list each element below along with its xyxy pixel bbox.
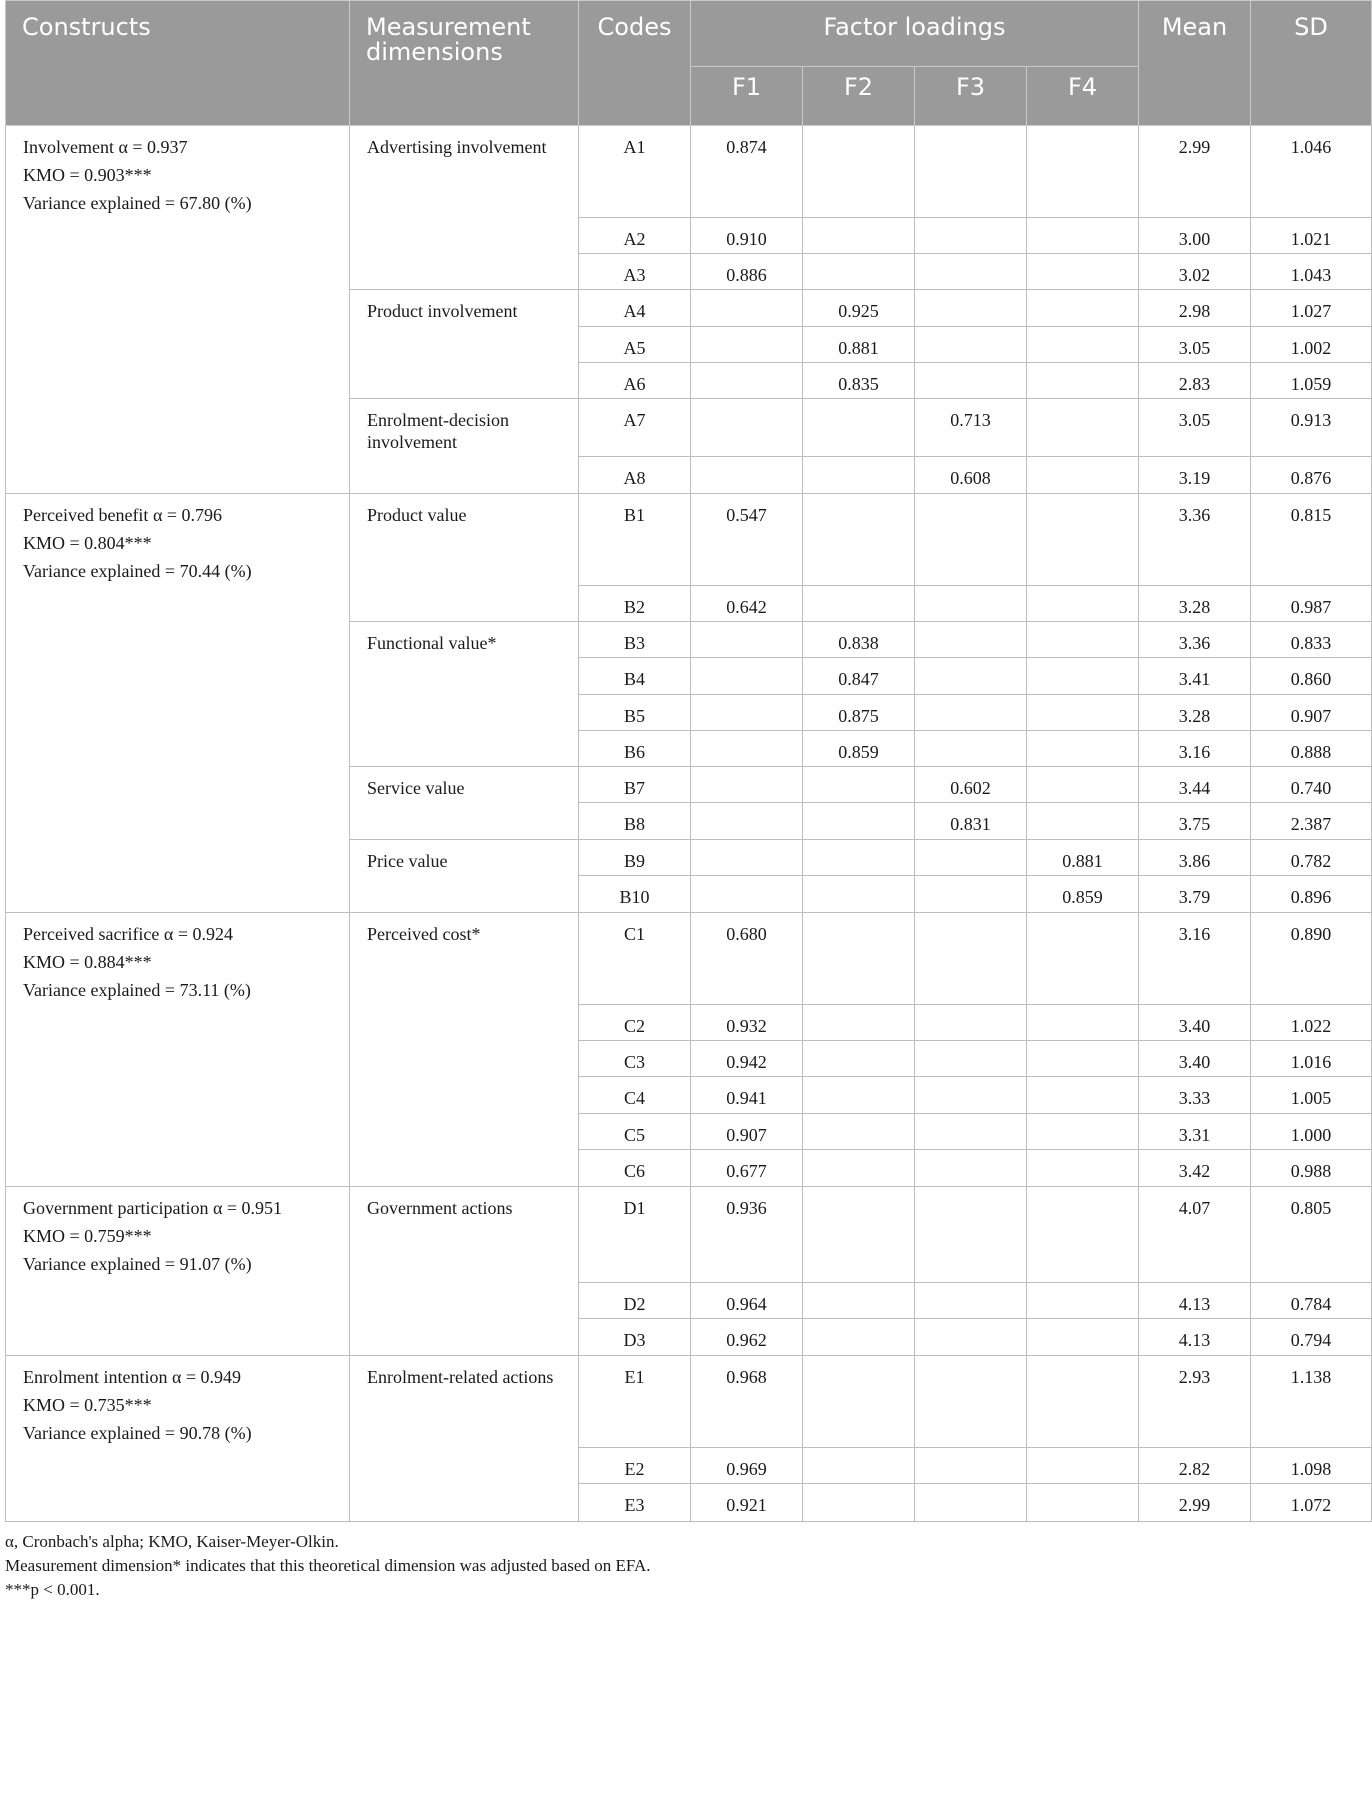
f3-cell: [915, 731, 1027, 767]
code-cell: A1: [579, 126, 691, 218]
construct-line: Variance explained = 91.07 (%): [23, 1254, 252, 1274]
mean-cell: 3.44: [1139, 767, 1251, 803]
f2-cell: 0.881: [803, 327, 915, 363]
code-cell: D3: [579, 1319, 691, 1356]
construct-line: Perceived sacrifice α = 0.924: [23, 924, 233, 944]
f3-cell: 0.713: [915, 399, 1027, 457]
header-f4: F4: [1027, 67, 1139, 126]
mean-cell: 3.41: [1139, 658, 1251, 695]
f3-cell: [915, 1356, 1027, 1448]
f3-cell: [915, 494, 1027, 586]
code-cell: A5: [579, 327, 691, 363]
code-cell: A2: [579, 218, 691, 254]
code-cell: C5: [579, 1114, 691, 1150]
f3-cell: [915, 290, 1027, 327]
f1-cell: [691, 658, 803, 695]
f2-cell: [803, 494, 915, 586]
header-factor-loadings: Factor loadings: [691, 1, 1139, 67]
f4-cell: [1027, 1448, 1139, 1484]
header-measurement-dimensions: Measurement dimensions: [350, 1, 579, 126]
f4-cell: [1027, 290, 1139, 327]
table-notes: [5, 1522, 1369, 1602]
code-cell: B5: [579, 695, 691, 731]
f3-cell: [915, 126, 1027, 218]
construct-line: KMO = 0.759***: [23, 1226, 152, 1246]
f1-cell: [691, 876, 803, 913]
f2-cell: [803, 913, 915, 1005]
f2-cell: 0.838: [803, 622, 915, 658]
construct-cell: [6, 913, 350, 1187]
mean-cell: 2.93: [1139, 1356, 1251, 1448]
code-cell: C6: [579, 1150, 691, 1187]
f2-cell: [803, 586, 915, 622]
f2-cell: [803, 876, 915, 913]
code-cell: A8: [579, 457, 691, 494]
f3-cell: [915, 218, 1027, 254]
f4-cell: [1027, 767, 1139, 803]
f3-cell: [915, 1484, 1027, 1522]
table-row: [6, 1356, 1372, 1448]
f1-cell: 0.969: [691, 1448, 803, 1484]
f4-cell: 0.881: [1027, 840, 1139, 876]
sd-cell: 0.987: [1251, 586, 1372, 622]
f1-cell: [691, 840, 803, 876]
sd-cell: 1.138: [1251, 1356, 1372, 1448]
code-cell: E1: [579, 1356, 691, 1448]
sd-cell: 1.098: [1251, 1448, 1372, 1484]
f1-cell: 0.677: [691, 1150, 803, 1187]
mean-cell: 3.19: [1139, 457, 1251, 494]
f3-cell: [915, 840, 1027, 876]
f2-cell: [803, 1283, 915, 1319]
f1-cell: 0.642: [691, 586, 803, 622]
f1-cell: 0.941: [691, 1077, 803, 1114]
sd-cell: 1.016: [1251, 1041, 1372, 1077]
sd-cell: 0.890: [1251, 913, 1372, 1005]
f1-cell: [691, 731, 803, 767]
f4-cell: [1027, 327, 1139, 363]
header-f2: F2: [803, 67, 915, 126]
f4-cell: [1027, 803, 1139, 840]
code-cell: A4: [579, 290, 691, 327]
sd-cell: 0.815: [1251, 494, 1372, 586]
code-cell: A3: [579, 254, 691, 290]
f4-cell: 0.859: [1027, 876, 1139, 913]
f1-cell: [691, 767, 803, 803]
sd-cell: 1.027: [1251, 290, 1372, 327]
f4-cell: [1027, 494, 1139, 586]
f2-cell: [803, 1114, 915, 1150]
f2-cell: [803, 1150, 915, 1187]
f3-cell: [915, 1041, 1027, 1077]
sd-cell: 0.740: [1251, 767, 1372, 803]
sd-cell: 0.782: [1251, 840, 1372, 876]
construct-line: Variance explained = 73.11 (%): [23, 980, 251, 1000]
construct-line: KMO = 0.903***: [23, 165, 152, 185]
f1-cell: [691, 457, 803, 494]
construct-cell: [6, 494, 350, 913]
sd-cell: 1.021: [1251, 218, 1372, 254]
f1-cell: 0.968: [691, 1356, 803, 1448]
construct-cell: [6, 1356, 350, 1522]
construct-cell: [6, 1187, 350, 1356]
f2-cell: [803, 1448, 915, 1484]
mean-cell: 2.82: [1139, 1448, 1251, 1484]
f1-cell: 0.874: [691, 126, 803, 218]
f1-cell: 0.932: [691, 1005, 803, 1041]
note-abbreviations: α, Cronbach's alpha; KMO, Kaiser-Meyer-Olkin.: [5, 1532, 339, 1551]
code-cell: B8: [579, 803, 691, 840]
f1-cell: [691, 290, 803, 327]
construct-line: KMO = 0.884***: [23, 952, 152, 972]
code-cell: A6: [579, 363, 691, 399]
f4-cell: [1027, 695, 1139, 731]
f2-cell: [803, 840, 915, 876]
construct-line: Variance explained = 67.80 (%): [23, 193, 252, 213]
dimension-cell: Product involvement: [350, 290, 579, 399]
efa-results-table: [5, 0, 1372, 1522]
sd-cell: 0.860: [1251, 658, 1372, 695]
mean-cell: 3.05: [1139, 399, 1251, 457]
sd-cell: 1.059: [1251, 363, 1372, 399]
header-f1: F1: [691, 67, 803, 126]
f1-cell: [691, 363, 803, 399]
f1-cell: [691, 803, 803, 840]
mean-cell: 2.98: [1139, 290, 1251, 327]
mean-cell: 4.07: [1139, 1187, 1251, 1283]
mean-cell: 2.99: [1139, 126, 1251, 218]
mean-cell: 2.83: [1139, 363, 1251, 399]
f2-cell: [803, 1319, 915, 1356]
mean-cell: 3.16: [1139, 731, 1251, 767]
f2-cell: 0.835: [803, 363, 915, 399]
sd-cell: 0.907: [1251, 695, 1372, 731]
sd-cell: 1.002: [1251, 327, 1372, 363]
f1-cell: 0.680: [691, 913, 803, 1005]
f2-cell: [803, 218, 915, 254]
f1-cell: 0.921: [691, 1484, 803, 1522]
sd-cell: 0.896: [1251, 876, 1372, 913]
table-body: [6, 126, 1372, 1522]
mean-cell: 3.02: [1139, 254, 1251, 290]
f2-cell: [803, 767, 915, 803]
mean-cell: 3.05: [1139, 327, 1251, 363]
f4-cell: [1027, 1041, 1139, 1077]
sd-cell: 1.072: [1251, 1484, 1372, 1522]
mean-cell: 3.16: [1139, 913, 1251, 1005]
header-sd: SD: [1251, 1, 1372, 126]
dimension-cell: Advertising involvement: [350, 126, 579, 290]
code-cell: B10: [579, 876, 691, 913]
sd-cell: 0.888: [1251, 731, 1372, 767]
f2-cell: [803, 1005, 915, 1041]
f4-cell: [1027, 1114, 1139, 1150]
construct-line: Variance explained = 90.78 (%): [23, 1423, 252, 1443]
header-f3: F3: [915, 67, 1027, 126]
sd-cell: 0.833: [1251, 622, 1372, 658]
table-row: [6, 1187, 1372, 1283]
f4-cell: [1027, 1005, 1139, 1041]
f3-cell: [915, 1114, 1027, 1150]
f1-cell: 0.910: [691, 218, 803, 254]
sd-cell: 0.784: [1251, 1283, 1372, 1319]
f4-cell: [1027, 622, 1139, 658]
code-cell: D1: [579, 1187, 691, 1283]
f1-cell: 0.942: [691, 1041, 803, 1077]
dimension-cell: Enrolment-related actions: [350, 1356, 579, 1522]
f1-cell: [691, 399, 803, 457]
sd-cell: 0.913: [1251, 399, 1372, 457]
f2-cell: 0.859: [803, 731, 915, 767]
f4-cell: [1027, 658, 1139, 695]
f2-cell: 0.847: [803, 658, 915, 695]
sd-cell: 0.988: [1251, 1150, 1372, 1187]
note-significance: ***p < 0.001.: [5, 1580, 100, 1599]
construct-line: Perceived benefit α = 0.796: [23, 505, 223, 525]
dimension-cell: Price value: [350, 840, 579, 913]
code-cell: E2: [579, 1448, 691, 1484]
construct-line: Government participation α = 0.951: [23, 1198, 283, 1218]
table-row: [6, 494, 1372, 586]
f3-cell: 0.602: [915, 767, 1027, 803]
f2-cell: [803, 803, 915, 840]
dimension-cell: Enrolment-decision involvement: [350, 399, 579, 494]
header-codes: Codes: [579, 1, 691, 126]
sd-cell: 0.876: [1251, 457, 1372, 494]
code-cell: C4: [579, 1077, 691, 1114]
f3-cell: [915, 1005, 1027, 1041]
f1-cell: 0.964: [691, 1283, 803, 1319]
header-mean: Mean: [1139, 1, 1251, 126]
f1-cell: 0.886: [691, 254, 803, 290]
construct-line: KMO = 0.804***: [23, 533, 152, 553]
dimension-cell: Government actions: [350, 1187, 579, 1356]
table-container: [5, 0, 1369, 1602]
code-cell: B9: [579, 840, 691, 876]
f3-cell: [915, 658, 1027, 695]
mean-cell: 3.33: [1139, 1077, 1251, 1114]
f2-cell: [803, 1187, 915, 1283]
code-cell: B6: [579, 731, 691, 767]
f4-cell: [1027, 457, 1139, 494]
code-cell: E3: [579, 1484, 691, 1522]
f3-cell: [915, 327, 1027, 363]
mean-cell: 3.00: [1139, 218, 1251, 254]
f4-cell: [1027, 126, 1139, 218]
mean-cell: 3.75: [1139, 803, 1251, 840]
sd-cell: 1.000: [1251, 1114, 1372, 1150]
mean-cell: 3.31: [1139, 1114, 1251, 1150]
f2-cell: [803, 457, 915, 494]
construct-line: Involvement α = 0.937: [23, 137, 188, 157]
f3-cell: [915, 622, 1027, 658]
f2-cell: [803, 399, 915, 457]
mean-cell: 4.13: [1139, 1283, 1251, 1319]
f3-cell: [915, 1077, 1027, 1114]
f4-cell: [1027, 218, 1139, 254]
header-constructs: Constructs: [6, 1, 350, 126]
f1-cell: 0.936: [691, 1187, 803, 1283]
f4-cell: [1027, 731, 1139, 767]
f3-cell: 0.608: [915, 457, 1027, 494]
f3-cell: [915, 586, 1027, 622]
f2-cell: [803, 1041, 915, 1077]
f3-cell: [915, 1319, 1027, 1356]
sd-cell: 1.005: [1251, 1077, 1372, 1114]
mean-cell: 3.36: [1139, 622, 1251, 658]
sd-cell: 0.794: [1251, 1319, 1372, 1356]
dimension-cell: Service value: [350, 767, 579, 840]
sd-cell: 1.046: [1251, 126, 1372, 218]
f1-cell: 0.547: [691, 494, 803, 586]
f4-cell: [1027, 586, 1139, 622]
code-cell: B7: [579, 767, 691, 803]
mean-cell: 3.79: [1139, 876, 1251, 913]
f1-cell: 0.962: [691, 1319, 803, 1356]
code-cell: B2: [579, 586, 691, 622]
f1-cell: 0.907: [691, 1114, 803, 1150]
code-cell: B4: [579, 658, 691, 695]
mean-cell: 3.40: [1139, 1041, 1251, 1077]
f4-cell: [1027, 1484, 1139, 1522]
mean-cell: 4.13: [1139, 1319, 1251, 1356]
f3-cell: [915, 695, 1027, 731]
construct-cell: [6, 126, 350, 494]
f4-cell: [1027, 1150, 1139, 1187]
f4-cell: [1027, 1319, 1139, 1356]
f2-cell: [803, 1077, 915, 1114]
f4-cell: [1027, 1283, 1139, 1319]
f2-cell: [803, 126, 915, 218]
construct-line: Variance explained = 70.44 (%): [23, 561, 252, 581]
table-row: [6, 913, 1372, 1005]
code-cell: D2: [579, 1283, 691, 1319]
mean-cell: 2.99: [1139, 1484, 1251, 1522]
f3-cell: [915, 363, 1027, 399]
code-cell: A7: [579, 399, 691, 457]
f4-cell: [1027, 1077, 1139, 1114]
code-cell: B3: [579, 622, 691, 658]
sd-cell: 0.805: [1251, 1187, 1372, 1283]
f1-cell: [691, 327, 803, 363]
f4-cell: [1027, 913, 1139, 1005]
dimension-cell: Functional value*: [350, 622, 579, 767]
f2-cell: [803, 254, 915, 290]
f3-cell: [915, 876, 1027, 913]
construct-line: Enrolment intention α = 0.949: [23, 1367, 242, 1387]
mean-cell: 3.28: [1139, 695, 1251, 731]
f2-cell: 0.875: [803, 695, 915, 731]
f3-cell: [915, 1283, 1027, 1319]
mean-cell: 3.86: [1139, 840, 1251, 876]
f2-cell: 0.925: [803, 290, 915, 327]
f3-cell: [915, 913, 1027, 1005]
mean-cell: 3.40: [1139, 1005, 1251, 1041]
f1-cell: [691, 695, 803, 731]
f4-cell: [1027, 1356, 1139, 1448]
code-cell: C2: [579, 1005, 691, 1041]
mean-cell: 3.42: [1139, 1150, 1251, 1187]
f4-cell: [1027, 254, 1139, 290]
f3-cell: 0.831: [915, 803, 1027, 840]
mean-cell: 3.36: [1139, 494, 1251, 586]
f3-cell: [915, 1187, 1027, 1283]
sd-cell: 1.043: [1251, 254, 1372, 290]
sd-cell: 2.387: [1251, 803, 1372, 840]
f4-cell: [1027, 1187, 1139, 1283]
f1-cell: [691, 622, 803, 658]
f2-cell: [803, 1356, 915, 1448]
dimension-cell: Perceived cost*: [350, 913, 579, 1187]
f4-cell: [1027, 363, 1139, 399]
f4-cell: [1027, 399, 1139, 457]
f3-cell: [915, 1448, 1027, 1484]
code-cell: B1: [579, 494, 691, 586]
note-adjusted-dimension: Measurement dimension* indicates that this theoretical dimension was adjusted based on EFA.: [5, 1556, 651, 1575]
code-cell: C1: [579, 913, 691, 1005]
sd-cell: 1.022: [1251, 1005, 1372, 1041]
mean-cell: 3.28: [1139, 586, 1251, 622]
dimension-cell: Product value: [350, 494, 579, 622]
f2-cell: [803, 1484, 915, 1522]
construct-line: KMO = 0.735***: [23, 1395, 152, 1415]
code-cell: C3: [579, 1041, 691, 1077]
table-row: [6, 126, 1372, 218]
f3-cell: [915, 254, 1027, 290]
f3-cell: [915, 1150, 1027, 1187]
